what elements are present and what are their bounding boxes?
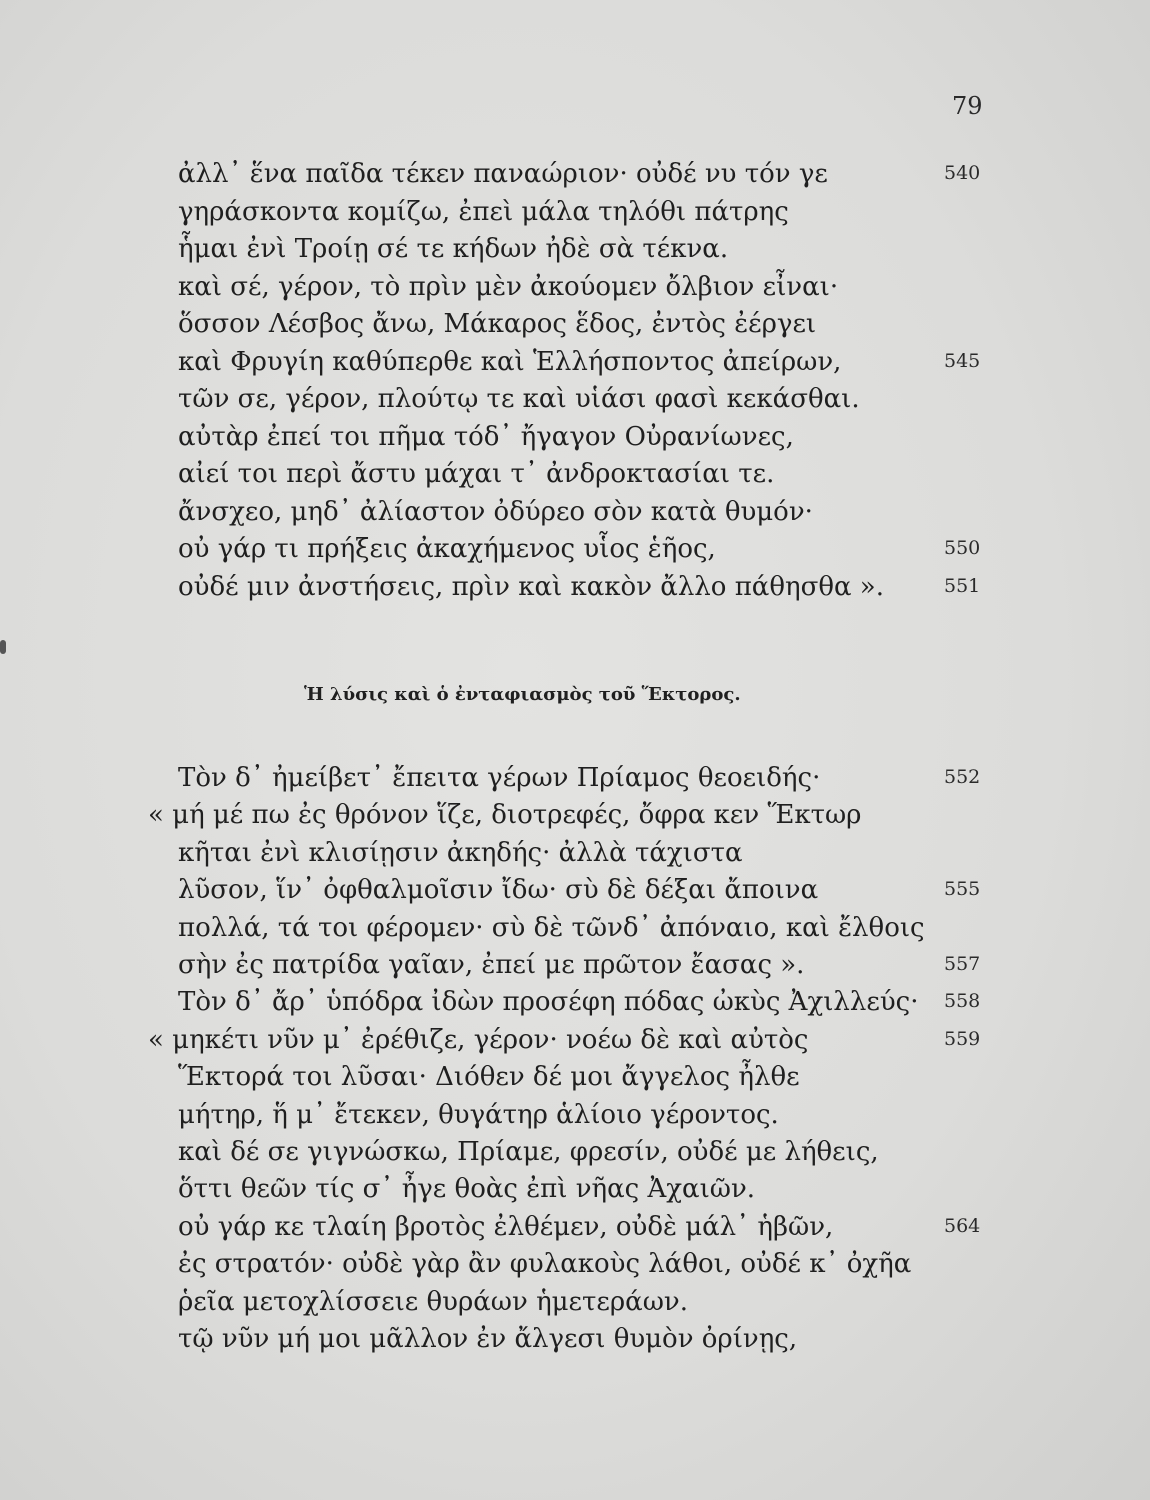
verse-line — [0, 231, 1150, 267]
verse-line — [0, 1171, 1150, 1207]
verse-text: σὴν ἐς πατρίδα γαῖαν, ἐπεί με πρῶτον ἔασας ». — [178, 950, 805, 980]
verse-line — [0, 760, 1150, 796]
verse-text: « μηκέτι νῦν μ᾽ ἐρέθιζε, γέρον· νοέω δὲ καὶ αὐτὸς — [148, 1024, 809, 1055]
verse-line — [0, 1284, 1150, 1320]
verse-text: κῆται ἐνὶ κλισίῃσιν ἀκηδής· ἀλλὰ τάχιστα — [178, 837, 743, 868]
line-number: 552 — [944, 766, 981, 788]
page-number: 79 — [952, 92, 983, 120]
verse-line — [0, 984, 1150, 1020]
verse-text: οὐ γάρ τι πρήξεις ἀκαχήμενος υἷος ἑῆος, — [178, 534, 716, 564]
verse-line — [0, 1059, 1150, 1095]
verse-line — [0, 797, 1150, 833]
verse-line — [0, 569, 1150, 605]
verse-text: Ἕκτορά τοι λῦσαι· Διόθεν δέ μοι ἄγγελος ἦλθε — [178, 1062, 800, 1093]
verse-line — [0, 947, 1150, 983]
verse-line — [0, 344, 1150, 380]
verse-text: ὅττι θεῶν τίς σ᾽ ἦγε θοὰς ἐπὶ νῆας Ἀχαιῶν. — [178, 1174, 756, 1205]
verse-text: ἄνσχεο, μηδ᾽ ἀλίαστον ὀδύρεο σὸν κατὰ θυμόν· — [178, 496, 813, 527]
verse-text: πολλά, τά τοι φέρομεν· σὺ δὲ τῶνδ᾽ ἀπόναιο, καὶ ἔλθοις — [178, 912, 925, 943]
verse-text: ἧμαι ἐνὶ Τροίῃ σέ τε κήδων ἠδὲ σὰ τέκνα. — [178, 234, 729, 264]
verse-text: αὐτὰρ ἐπεί τοι πῆμα τόδ᾽ ἤγαγον Οὐρανίωνες, — [178, 421, 794, 452]
verse-text: τῷ νῦν μή μοι μᾶλλον ἐν ἄλγεσι θυμὸν ὀρίνῃς, — [178, 1324, 798, 1354]
line-number: 559 — [944, 1027, 981, 1050]
verse-text: τῶν σε, γέρον, πλούτῳ τε καὶ υἱάσι φασὶ κεκάσθαι. — [178, 384, 860, 414]
verse-text: Τὸν δ᾽ ἠμείβετ᾽ ἔπειτα γέρων Πρίαμος θεοειδής· — [178, 763, 821, 793]
line-number: 557 — [944, 953, 981, 975]
verse-text: μήτηρ, ἥ μ᾽ ἔτεκεν, θυγάτηρ ἁλίοιο γέροντος. — [178, 1099, 779, 1130]
line-number: 555 — [944, 878, 981, 901]
verse-line — [0, 419, 1150, 455]
verse-text: λῦσον, ἵν᾽ ὀφθαλμοῖσιν ἴδω· σὺ δὲ δέξαι ἄποινα — [178, 875, 819, 906]
verse-text: καὶ δέ σε γιγνώσκω, Πρίαμε, φρεσίν, οὐδέ με λήθεις, — [178, 1137, 879, 1167]
verse-text: γηράσκοντα κομίζω, ἐπεὶ μάλα τηλόθι πάτρης — [178, 196, 789, 227]
verse-text: ῥεῖα μετοχλίσσειε θυράων ἡμετεράων. — [178, 1286, 688, 1317]
verse-line — [0, 1209, 1150, 1245]
verse-line — [0, 1134, 1150, 1170]
verse-line — [0, 381, 1150, 417]
verse-text: « μή μέ πω ἐς θρόνον ἵζε, διοτρεφές, ὄφρα κεν Ἕκτωρ — [148, 800, 862, 831]
line-number: 551 — [944, 574, 981, 597]
line-number: 564 — [944, 1214, 981, 1237]
page-edge-mark — [0, 640, 6, 654]
verse-text: ἐς στρατόν· οὐδὲ γὰρ ἂν φυλακοὺς λάθοι, οὐδέ κ᾽ ὀχῆα — [178, 1249, 912, 1280]
verse-line — [0, 835, 1150, 871]
verse-line — [0, 494, 1150, 530]
verse-line — [0, 531, 1150, 567]
verse-text: καὶ Φρυγίη καθύπερθε καὶ Ἑλλήσποντος ἀπείρων, — [178, 346, 842, 377]
verse-line — [0, 156, 1150, 192]
verse-text: οὐδέ μιν ἀνστήσεις, πρὶν καὶ κακὸν ἄλλο πάθησθα ». — [178, 571, 884, 602]
verse-text: αἰεί τοι περὶ ἄστυ μάχαι τ᾽ ἀνδροκτασίαι τε. — [178, 459, 775, 489]
verse-text: ὅσσον Λέσβος ἄνω, Μάκαρος ἕδος, ἐντὸς ἐέργει — [178, 309, 817, 339]
verse-line — [0, 872, 1150, 908]
verse-text: Τὸν δ᾽ ἄρ᾽ ὑπόδρα ἰδὼν προσέφη πόδας ὠκὺς Ἀχιλλεύς· — [178, 987, 919, 1018]
verse-line — [0, 1246, 1150, 1282]
verse-line — [0, 910, 1150, 946]
verse-text: ἀλλ᾽ ἕνα παῖδα τέκεν παναώριον· οὐδέ νυ τόν γε — [178, 159, 828, 189]
verse-line — [0, 456, 1150, 492]
section-heading: Ἡ λύσις καὶ ὁ ἐνταφιασμὸς τοῦ Ἕκτορος. — [304, 684, 741, 705]
verse-line — [0, 269, 1150, 305]
line-number: 545 — [944, 349, 981, 372]
verse-text: οὐ γάρ κε τλαίη βροτὸς ἐλθέμεν, οὐδὲ μάλ᾽ ἡβῶν, — [178, 1211, 834, 1242]
verse-text: καὶ σέ, γέρον, τὸ πρὶν μὲν ἀκούομεν ὄλβιον εἶναι· — [178, 271, 839, 302]
verse-line — [0, 1097, 1150, 1133]
line-number: 550 — [944, 537, 981, 559]
line-number: 540 — [944, 162, 981, 184]
verse-line — [0, 1321, 1150, 1357]
verse-line — [0, 306, 1150, 342]
verse-line — [0, 194, 1150, 230]
line-number: 558 — [944, 990, 981, 1013]
verse-line — [0, 1022, 1150, 1058]
